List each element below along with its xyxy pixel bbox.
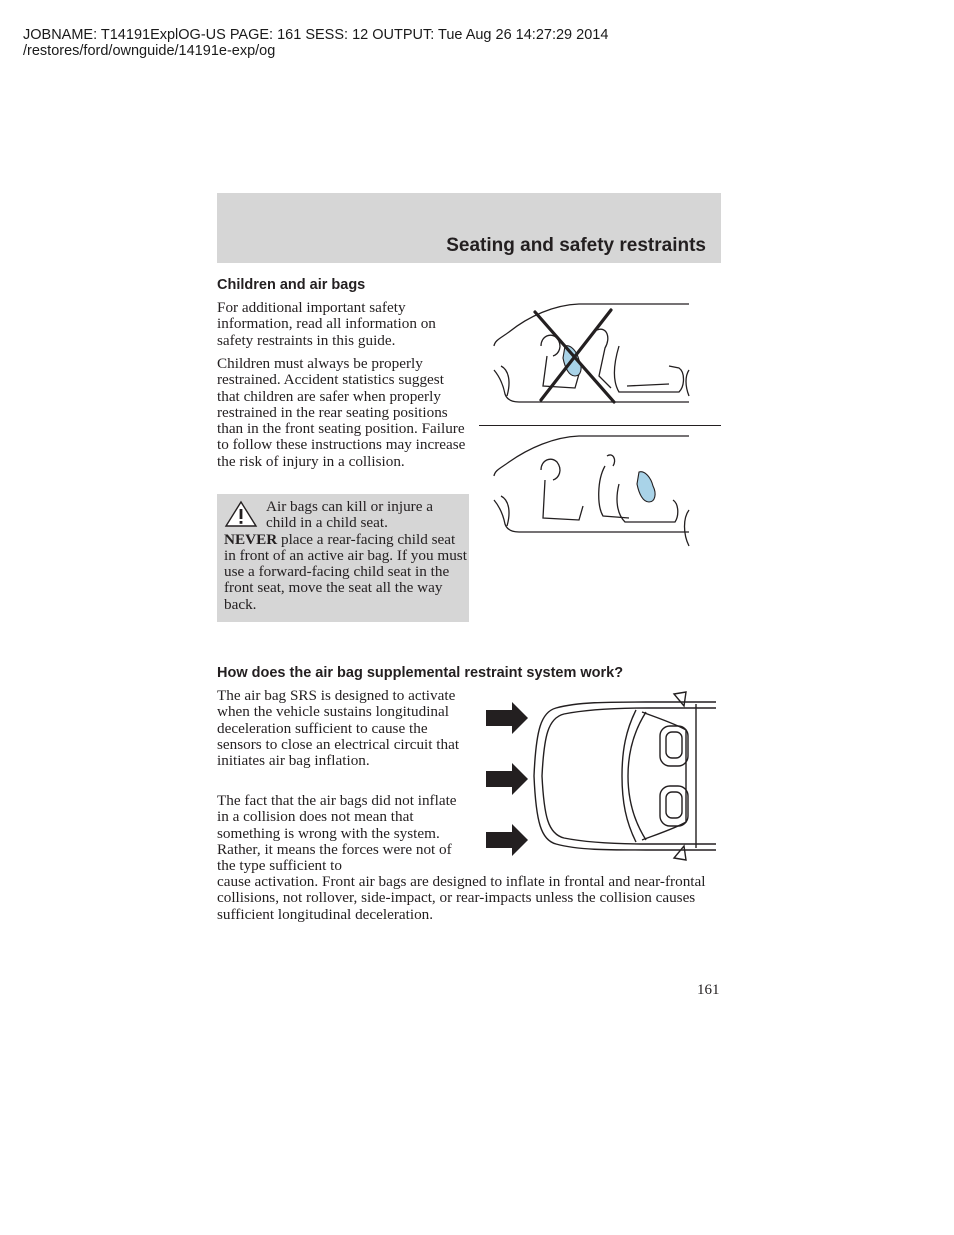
page-title: Seating and safety restraints [446, 235, 706, 256]
impact-arrow-icon [486, 763, 528, 795]
job-header [23, 27, 608, 59]
impact-arrow-icon [486, 824, 528, 856]
paragraph-safety-info: For additional important safety information, read all information on safety restraints in this guide. [217, 299, 436, 349]
illustration-child-seat-rear [479, 430, 721, 550]
impact-arrow-icon [486, 702, 528, 734]
paragraph-srs-design: The air bag SRS is designed to activate when the vehicle sustains longitudinal deceleration sufficient to cause the sensors to close an electrical circuit that initiates air bag inflation. [217, 687, 460, 770]
job-header-line1: JOBNAME: T14191ExplOG-US PAGE: 161 SESS: 12 OUTPUT: Tue Aug 26 14:27:29 2014 [23, 27, 609, 43]
page-number: 161 [697, 982, 720, 998]
heading-srs-how-it-works: How does the air bag supplemental restraint system work? [217, 665, 624, 681]
section-header-bar [217, 193, 721, 263]
job-header-line2: /restores/ford/ownguide/14191e-exp/og [23, 43, 276, 59]
illustration-frontal-impact [486, 690, 718, 862]
warning-body: place a rear-facing child seat in front of an active air bag. If you must use a forward-facing child seat in the front seat, move the seat all the way back. [224, 530, 467, 613]
paragraph-srs-no-inflation: The fact that the air bags did not inflate in a collision does not mean that something is wrong with the system. Rather, it means the forces were not of the type sufficient to [217, 792, 457, 875]
warning-text [224, 499, 467, 613]
illustration-child-seat-front-crossed [479, 296, 721, 408]
paragraph-srs-activation: cause activation. Front air bags are designed to inflate in frontal and near-frontal collisions, not rollover, side-impact, or rear-impacts unless the collision causes sufficient longitudinal deceleration. [217, 873, 706, 923]
paragraph-children-restrained: Children must always be properly restrained. Accident statistics suggest that children are safer when properly restrained in the rear seating positions than in the front seating position. Failure to follow these instructions may increase the risk of injury in a collision. [217, 355, 466, 470]
warning-emphasis: NEVER [224, 530, 278, 548]
impact-arrows [486, 702, 528, 856]
illustration-divider [479, 425, 721, 426]
warning-box [217, 494, 469, 622]
heading-children-air-bags: Children and air bags [217, 277, 366, 293]
warning-lead: Air bags can kill or injure a child in a child seat. [266, 498, 434, 532]
